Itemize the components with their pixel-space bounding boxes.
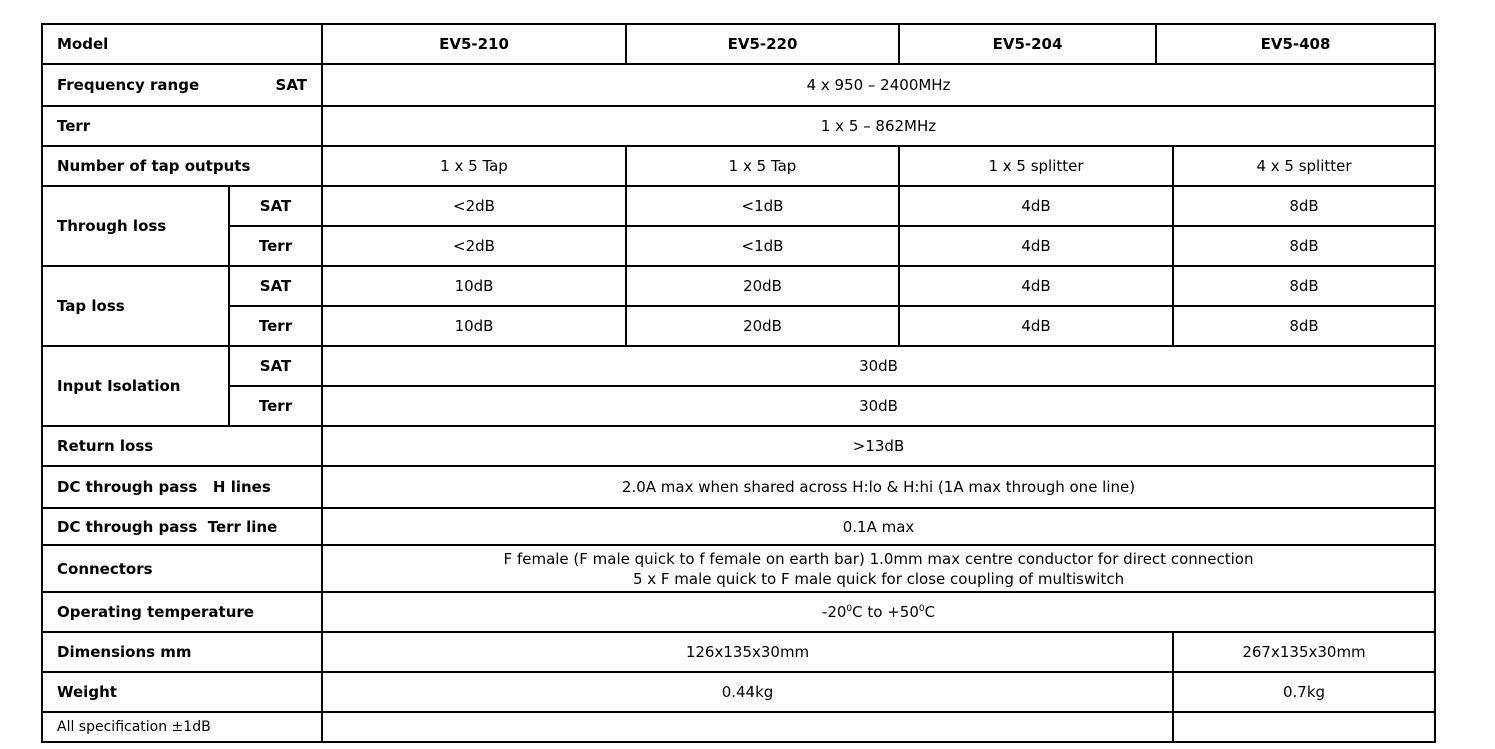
connectors-line: F female (F male quick to f female on earth bar) 1.0mm max centre conductor for direct connection bbox=[503, 549, 1254, 568]
tap-loss-sat-value: 20dB bbox=[626, 266, 899, 306]
tap-loss-sat-value: 4dB bbox=[899, 266, 1173, 306]
tap-loss-sat-row bbox=[42, 266, 1435, 306]
tap-outputs-row bbox=[42, 146, 1435, 186]
connectors-line: 5 x F male quick to F male quick for close coupling of multiswitch bbox=[632, 569, 1125, 588]
footnote-empty-cell bbox=[1173, 712, 1435, 742]
model-label: Model bbox=[42, 24, 322, 64]
terr-row bbox=[42, 106, 1435, 146]
tap-loss-sat-value: 8dB bbox=[1173, 266, 1435, 306]
frequency-range-sat: SAT bbox=[275, 76, 308, 94]
tap-loss-terr-value: 8dB bbox=[1173, 306, 1435, 346]
input-isolation-terr-label: Terr bbox=[229, 386, 322, 426]
input-isolation-terr-value: 30dB bbox=[322, 386, 1435, 426]
model-ev5-220: EV5-220 bbox=[626, 24, 899, 64]
weight-value: 0.44kg bbox=[322, 672, 1173, 712]
weight-row bbox=[42, 672, 1435, 712]
terr-label: Terr bbox=[42, 106, 322, 146]
connectors-label: Connectors bbox=[42, 545, 322, 592]
dc-terr-line-value: 0.1A max bbox=[322, 508, 1435, 545]
return-loss-label: Return loss bbox=[42, 426, 322, 466]
through-loss-terr-label: Terr bbox=[229, 226, 322, 266]
frequency-range-row bbox=[42, 64, 1435, 106]
frequency-range-value: 4 x 950 – 2400MHz bbox=[322, 64, 1435, 106]
footnote-row bbox=[42, 712, 1435, 742]
dc-h-lines-value: 2.0A max when shared across H:lo & H:hi (1A max through one line) bbox=[322, 466, 1435, 508]
dimensions-value: 267x135x30mm bbox=[1173, 632, 1435, 672]
tap-outputs-label: Number of tap outputs bbox=[42, 146, 322, 186]
operating-temperature-row bbox=[42, 592, 1435, 632]
through-loss-sat-value: <1dB bbox=[626, 186, 899, 226]
input-isolation-label: Input Isolation bbox=[42, 346, 229, 426]
input-isolation-sat-row bbox=[42, 346, 1435, 386]
connectors-row bbox=[42, 545, 1435, 592]
through-loss-terr-row bbox=[42, 226, 1435, 266]
input-isolation-sat-value: 30dB bbox=[322, 346, 1435, 386]
tap-loss-terr-value: 4dB bbox=[899, 306, 1173, 346]
return-loss-value: >13dB bbox=[322, 426, 1435, 466]
through-loss-sat-row bbox=[42, 186, 1435, 226]
footnote: All specification ±1dB bbox=[42, 712, 322, 742]
through-loss-sat-value: 8dB bbox=[1173, 186, 1435, 226]
through-loss-terr-value: <2dB bbox=[322, 226, 626, 266]
tap-loss-label: Tap loss bbox=[42, 266, 229, 346]
footnote-empty-cell bbox=[322, 712, 1173, 742]
tap-outputs-value: 1 x 5 Tap bbox=[322, 146, 626, 186]
tap-loss-terr-label: Terr bbox=[229, 306, 322, 346]
through-loss-sat-value: <2dB bbox=[322, 186, 626, 226]
input-isolation-sat-label: SAT bbox=[229, 346, 322, 386]
tap-loss-sat-value: 10dB bbox=[322, 266, 626, 306]
dimensions-label: Dimensions mm bbox=[42, 632, 322, 672]
dimensions-row bbox=[42, 632, 1435, 672]
dc-terr-line-row bbox=[42, 508, 1435, 545]
model-ev5-210: EV5-210 bbox=[322, 24, 626, 64]
frequency-range-label bbox=[42, 64, 322, 106]
tap-loss-terr-value: 20dB bbox=[626, 306, 899, 346]
weight-value: 0.7kg bbox=[1173, 672, 1435, 712]
connectors-value bbox=[322, 545, 1435, 592]
through-loss-terr-value: <1dB bbox=[626, 226, 899, 266]
terr-value: 1 x 5 – 862MHz bbox=[322, 106, 1435, 146]
tap-loss-terr-row bbox=[42, 306, 1435, 346]
through-loss-sat-label: SAT bbox=[229, 186, 322, 226]
operating-temperature-value: $-20^0C$ to $+50^0C$ bbox=[322, 592, 1435, 632]
tap-loss-terr-value: 10dB bbox=[322, 306, 626, 346]
model-ev5-204: EV5-204 bbox=[899, 24, 1156, 64]
model-ev5-408: EV5-408 bbox=[1156, 24, 1435, 64]
operating-temperature-label: Operating temperature bbox=[42, 592, 322, 632]
spec-table bbox=[41, 23, 1436, 743]
weight-label: Weight bbox=[42, 672, 322, 712]
dimensions-value: 126x135x30mm bbox=[322, 632, 1173, 672]
frequency-range-text: Frequency range bbox=[57, 76, 200, 94]
dc-h-lines-row bbox=[42, 466, 1435, 508]
dc-h-lines-label: DC through pass H lines bbox=[42, 466, 322, 508]
tap-outputs-value: 1 x 5 Tap bbox=[626, 146, 899, 186]
header-row bbox=[42, 24, 1435, 64]
tap-outputs-value: 1 x 5 splitter bbox=[899, 146, 1173, 186]
input-isolation-terr-row bbox=[42, 386, 1435, 426]
through-loss-terr-value: 4dB bbox=[899, 226, 1173, 266]
dc-terr-line-label: DC through pass Terr line bbox=[42, 508, 322, 545]
through-loss-terr-value: 8dB bbox=[1173, 226, 1435, 266]
through-loss-label: Through loss bbox=[42, 186, 229, 266]
tap-loss-sat-label: SAT bbox=[229, 266, 322, 306]
through-loss-sat-value: 4dB bbox=[899, 186, 1173, 226]
return-loss-row bbox=[42, 426, 1435, 466]
tap-outputs-value: 4 x 5 splitter bbox=[1173, 146, 1435, 186]
